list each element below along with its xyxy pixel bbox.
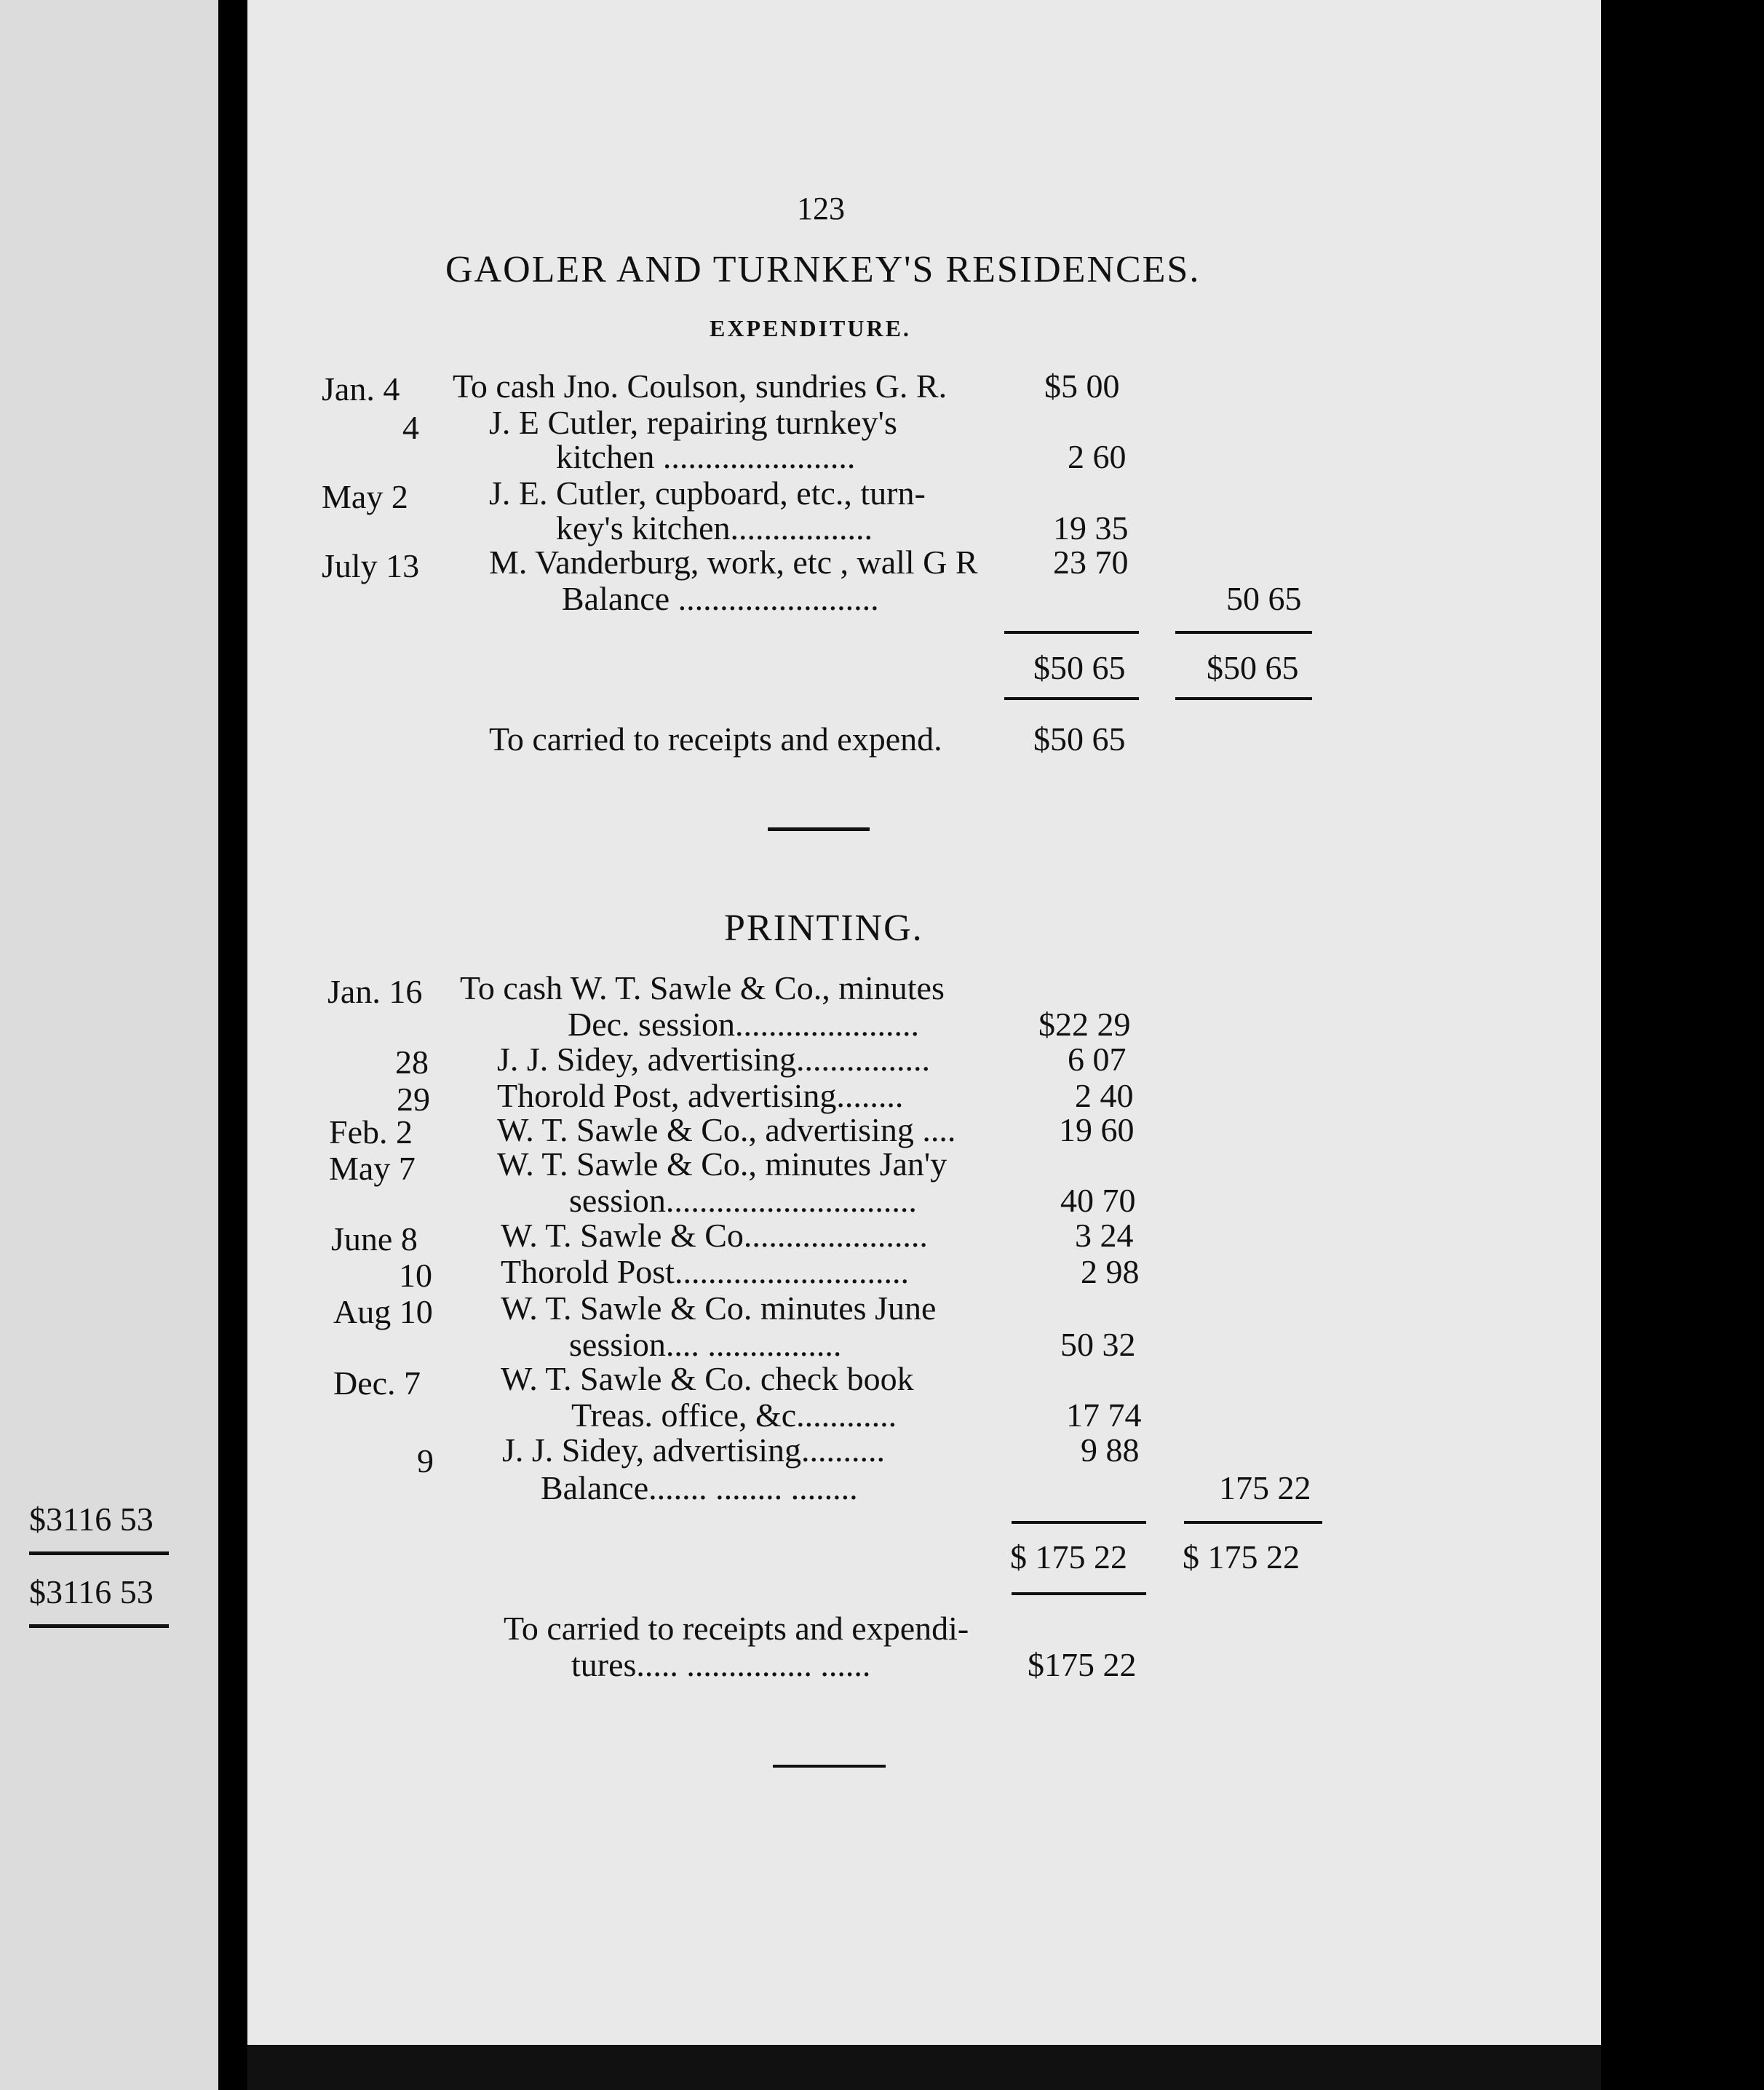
- entry-desc: J. J. Sidey, advertising..........: [502, 1431, 885, 1469]
- gaoler-title: GAOLER AND TURNKEY'S RESIDENCES.: [445, 249, 1201, 290]
- entry-desc: W. T. Sawle & Co., minutes Jan'y: [497, 1145, 947, 1183]
- entry-desc: M. Vanderburg, work, etc , wall G R: [489, 544, 978, 581]
- entry-amount: 19 60: [1059, 1111, 1135, 1148]
- entry-date: Aug 10: [333, 1293, 433, 1330]
- left-total-2: $3116 53: [29, 1573, 154, 1610]
- entry-date: June 8: [331, 1220, 418, 1257]
- entry-desc: W. T. Sawle & Co. check book: [501, 1360, 914, 1397]
- entry-desc: J. J. Sidey, advertising................: [497, 1041, 930, 1078]
- left-rule-1: [29, 1551, 169, 1555]
- page-number: 123: [797, 191, 845, 226]
- entry-desc: J. E. Cutler, cupboard, etc., turn-: [489, 474, 926, 512]
- section-divider-bottom: [773, 1765, 886, 1768]
- entry-amount: 6 07: [1068, 1041, 1127, 1078]
- entry-date: 9: [417, 1442, 434, 1479]
- bottom-shadow: [247, 2045, 1601, 2090]
- entry-amount: 50 32: [1060, 1326, 1136, 1363]
- entry-desc: Treas. office, &c............: [571, 1396, 897, 1434]
- entry-desc: Dec. session......................: [568, 1006, 919, 1043]
- entry-balance: 175 22: [1219, 1469, 1311, 1506]
- gaoler-rule-right-top: [1175, 631, 1312, 634]
- left-page-edge: [0, 0, 218, 2090]
- entry-desc: To cash Jno. Coulson, sundries G. R.: [453, 367, 947, 405]
- gaoler-total-left: $50 65: [1033, 649, 1126, 686]
- entry-desc: Balance ........................: [562, 580, 879, 617]
- printing-title: PRINTING.: [724, 907, 923, 949]
- entry-amount: 2 40: [1075, 1077, 1134, 1114]
- entry-amount: 3 24: [1075, 1217, 1134, 1254]
- entry-amount: $5 00: [1044, 367, 1120, 405]
- entry-amount: 19 35: [1053, 509, 1129, 547]
- printing-rule-left-top: [1012, 1521, 1146, 1524]
- entry-desc: W. T. Sawle & Co., advertising ....: [497, 1111, 956, 1148]
- entry-date: 29: [397, 1081, 430, 1118]
- entry-date: 28: [395, 1044, 429, 1081]
- gaoler-subtitle: EXPENDITURE.: [710, 315, 911, 341]
- entry-desc: Thorold Post............................: [501, 1253, 909, 1290]
- entry-desc: J. E Cutler, repairing turnkey's: [489, 404, 897, 441]
- entry-date: 10: [399, 1257, 432, 1294]
- entry-date: 4: [402, 409, 419, 446]
- left-total-1: $3116 53: [29, 1501, 154, 1538]
- entry-date: July 13: [322, 547, 420, 584]
- gaoler-rule-left-bottom: [1004, 697, 1139, 700]
- printing-carried-amount: $175 22: [1028, 1646, 1137, 1683]
- entry-desc: session..............................: [569, 1182, 917, 1219]
- entry-date: Dec. 7: [333, 1364, 421, 1402]
- entry-date: May 2: [322, 478, 408, 515]
- entry-date: Jan. 4: [322, 370, 400, 408]
- entry-desc: To cash W. T. Sawle & Co., minutes: [460, 969, 945, 1006]
- printing-rule-right-top: [1184, 1521, 1322, 1524]
- left-rule-2: [29, 1624, 169, 1628]
- gaoler-rule-right-bottom: [1175, 697, 1312, 700]
- entry-date: Feb. 2: [329, 1113, 413, 1151]
- printing-carried-line2: tures..... ............... ......: [571, 1646, 871, 1683]
- printing-carried-line1: To carried to receipts and expendi-: [504, 1610, 969, 1647]
- entry-balance: 50 65: [1226, 580, 1302, 617]
- printing-total-left: $ 175 22: [1010, 1538, 1127, 1576]
- printing-rule-left-bottom: [1012, 1592, 1146, 1595]
- entry-date: Jan. 16: [327, 973, 423, 1010]
- page-gutter: [218, 0, 247, 2090]
- entry-amount: 9 88: [1081, 1431, 1140, 1469]
- entry-amount: 2 60: [1068, 438, 1127, 475]
- entry-desc: Balance....... ........ ........: [541, 1469, 858, 1506]
- entry-amount: 40 70: [1060, 1182, 1136, 1219]
- entry-desc: W. T. Sawle & Co. minutes June: [501, 1290, 937, 1327]
- entry-amount: $22 29: [1038, 1006, 1131, 1043]
- section-divider: [768, 827, 870, 831]
- gaoler-rule-left-top: [1004, 631, 1139, 634]
- printing-total-right: $ 175 22: [1183, 1538, 1300, 1576]
- entry-desc: kitchen .......................: [556, 438, 856, 475]
- entry-date: May 7: [329, 1150, 416, 1187]
- entry-desc: Thorold Post, advertising........: [497, 1077, 904, 1114]
- entry-desc: W. T. Sawle & Co......................: [501, 1217, 928, 1254]
- gaoler-total-right: $50 65: [1207, 649, 1299, 686]
- entry-amount: 2 98: [1081, 1253, 1140, 1290]
- entry-desc: key's kitchen.................: [556, 509, 873, 547]
- entry-desc: session.... ................: [569, 1326, 842, 1363]
- gaoler-carried-text: To carried to receipts and expend.: [489, 720, 942, 758]
- entry-amount: 17 74: [1066, 1396, 1142, 1434]
- entry-amount: 23 70: [1053, 544, 1129, 581]
- gaoler-carried-amount: $50 65: [1033, 720, 1126, 758]
